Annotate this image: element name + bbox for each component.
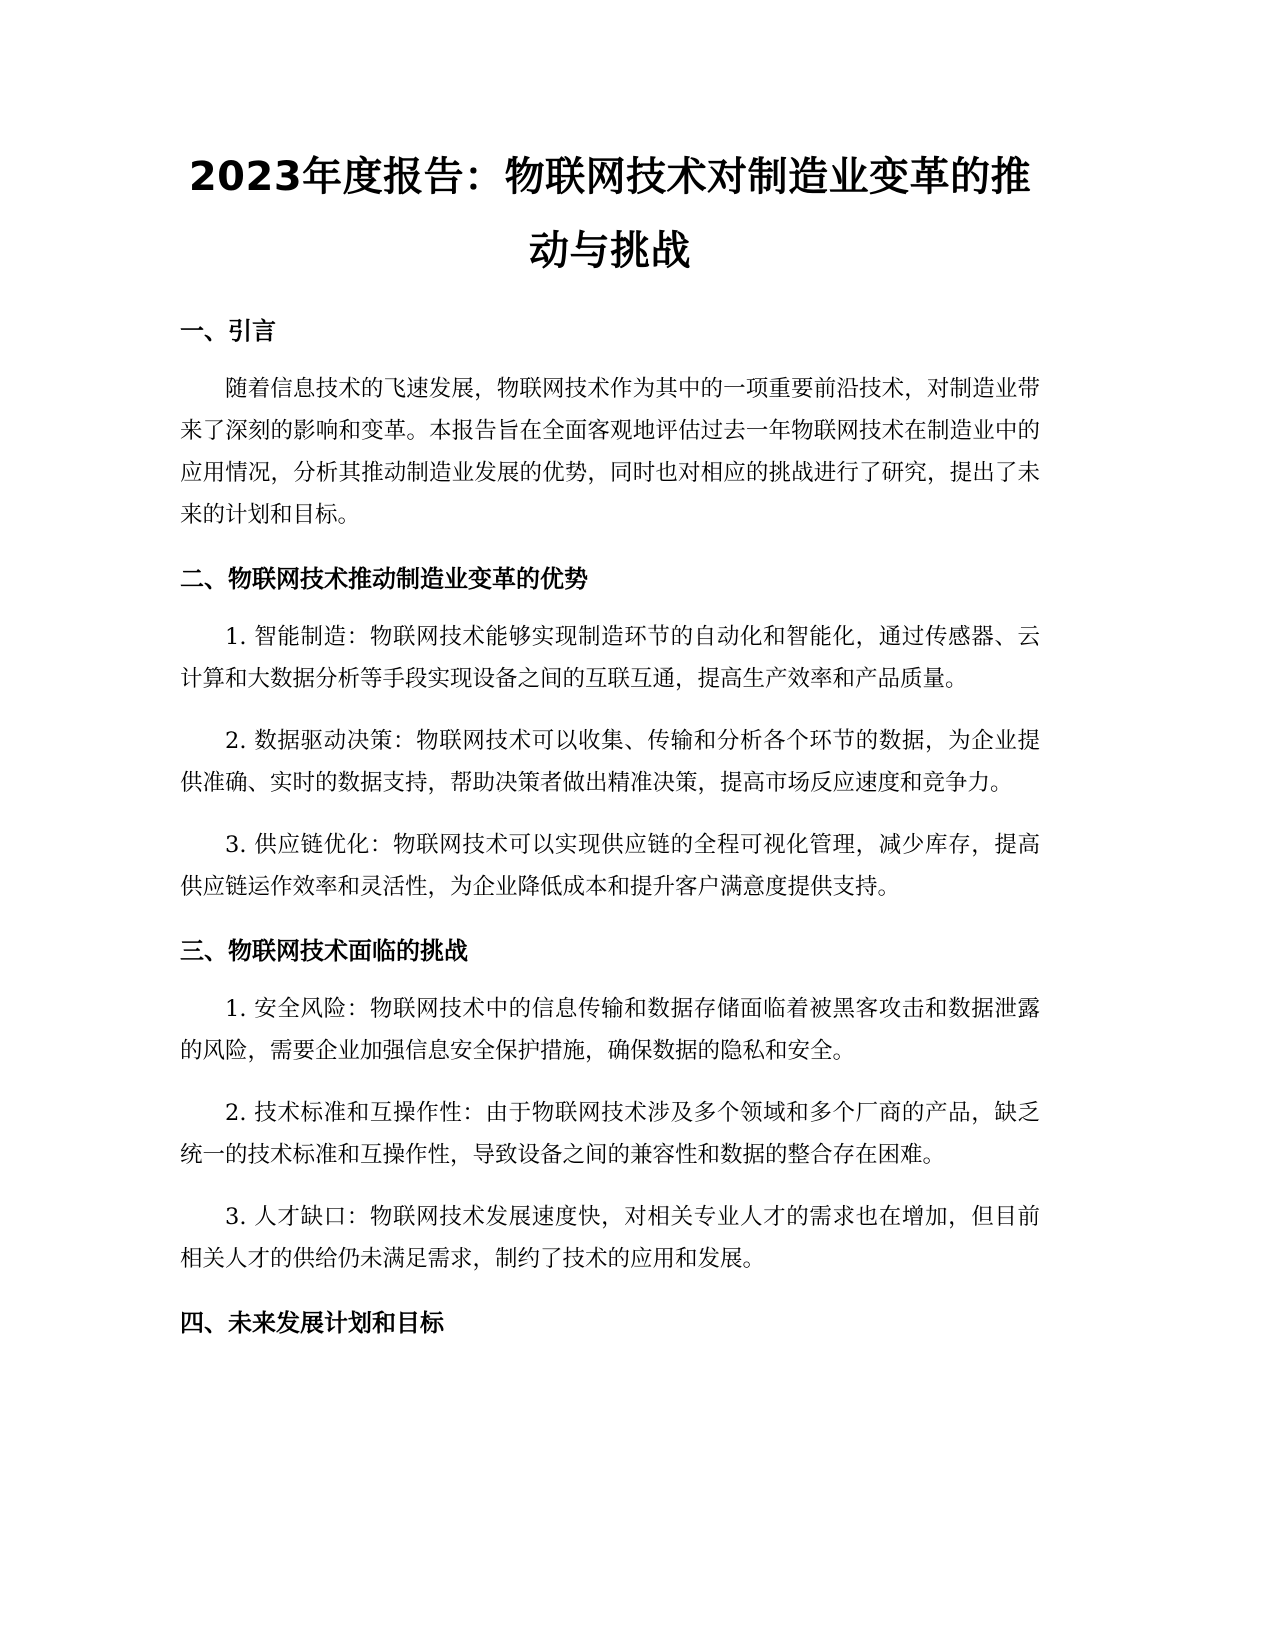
paragraph-challenge-2: 2. 技术标准和互操作性：由于物联网技术涉及多个领域和多个厂商的产品，缺乏统一的技术标准和互操作性，导致设备之间的兼容性和数据的整合存在困难。 [180, 1100, 1040, 1168]
paragraph-advantage-3: 3. 供应链优化：物联网技术可以实现供应链的全程可视化管理，减少库存，提高供应链运作效率和灵活性，为企业降低成本和提升客户满意度提供支持。 [180, 832, 1040, 900]
paragraph-advantage-2: 2. 数据驱动决策：物联网技术可以收集、传输和分析各个环节的数据，为企业提供准确、实时的数据支持，帮助决策者做出精准决策，提高市场反应速度和竞争力。 [180, 728, 1040, 796]
section-heading-advantages: 二、物联网技术推动制造业变革的优势 [180, 565, 588, 593]
document-title: 2023年度报告：物联网技术对制造业变革的推动与挑战 [188, 154, 1032, 274]
document-body [180, 140, 1040, 1340]
section-heading-challenges: 三、物联网技术面临的挑战 [180, 937, 468, 965]
paragraph-challenge-1: 1. 安全风险：物联网技术中的信息传输和数据存储面临着被黑客攻击和数据泄露的风险，需要企业加强信息安全保护措施，确保数据的隐私和安全。 [180, 996, 1040, 1064]
section-heading-introduction: 一、引言 [180, 317, 276, 345]
paragraph-introduction: 随着信息技术的飞速发展，物联网技术作为其中的一项重要前沿技术，对制造业带来了深刻的影响和变革。本报告旨在全面客观地评估过去一年物联网技术在制造业中的应用情况，分析其推动制造业发展的优势，同时也对相应的挑战进行了研究，提出了未来的计划和目标。 [180, 376, 1040, 528]
section-heading-future-plans: 四、未来发展计划和目标 [180, 1309, 444, 1337]
paragraph-advantage-1: 1. 智能制造：物联网技术能够实现制造环节的自动化和智能化，通过传感器、云计算和大数据分析等手段实现设备之间的互联互通，提高生产效率和产品质量。 [180, 624, 1040, 692]
paragraph-challenge-3: 3. 人才缺口：物联网技术发展速度快，对相关专业人才的需求也在增加，但目前相关人才的供给仍未满足需求，制约了技术的应用和发展。 [180, 1204, 1040, 1272]
